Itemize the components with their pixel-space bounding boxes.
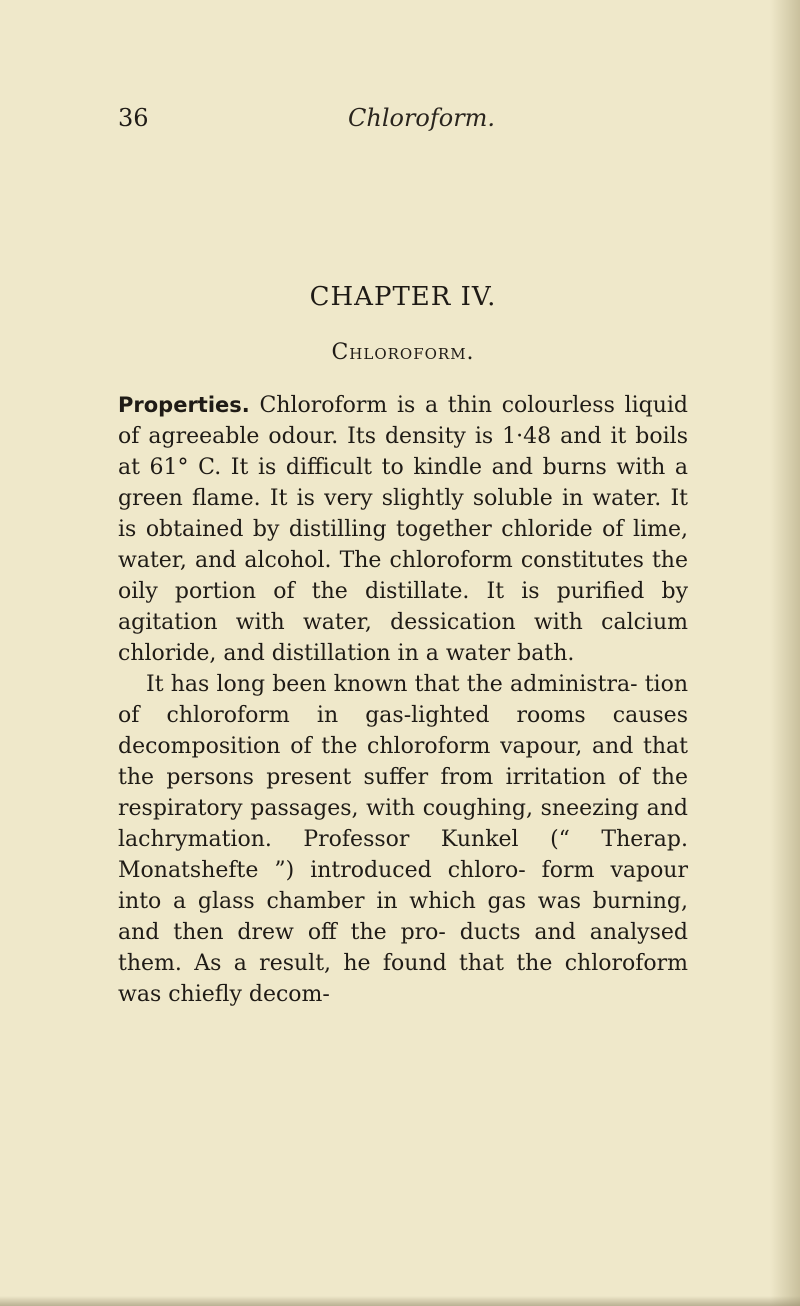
page-edge-shadow <box>770 0 800 1306</box>
page-number: 36 <box>118 104 149 132</box>
page-bottom-edge <box>0 1296 800 1306</box>
body-text <box>118 390 688 1010</box>
paragraph-text: Chloroform is a thin colourless liquid of agreeable odour. Its density is 1·48 and it boils at 61° C. It is difficult to kindle and burns with a green flame. It is very slightly soluble in water. It is obtained by distilling together chloride of lime, water, and alcohol. The chloroform constitutes the oily portion of the distillate. It is purified by agitation with water, dessication with calcium chloride, and distillation in a water bath. <box>118 393 689 666</box>
paragraph-gas-lighted-rooms: It has long been known that the administra- tion of chloroform in gas-lighted rooms causes decomposition of the chloroform vapour, and that the persons present suffer from irritation of the respiratory passages, with coughing, sneezing and lachrymation. Professor Kunkel (“ Therap. Monatshefte ”) introduced chloro- form vapour into a glass chamber in which gas was burning, and then drew off the pro- ducts and analysed them. As a result, he found that the chloroform was chiefly decom- <box>118 672 688 1007</box>
chapter-heading: CHAPTER IV. <box>309 282 497 312</box>
running-head <box>118 104 688 144</box>
section-heading: Chloroform. <box>331 340 475 365</box>
paragraph-properties <box>118 390 688 669</box>
run-in-heading: Properties. <box>118 393 250 417</box>
running-title: Chloroform. <box>348 104 496 132</box>
